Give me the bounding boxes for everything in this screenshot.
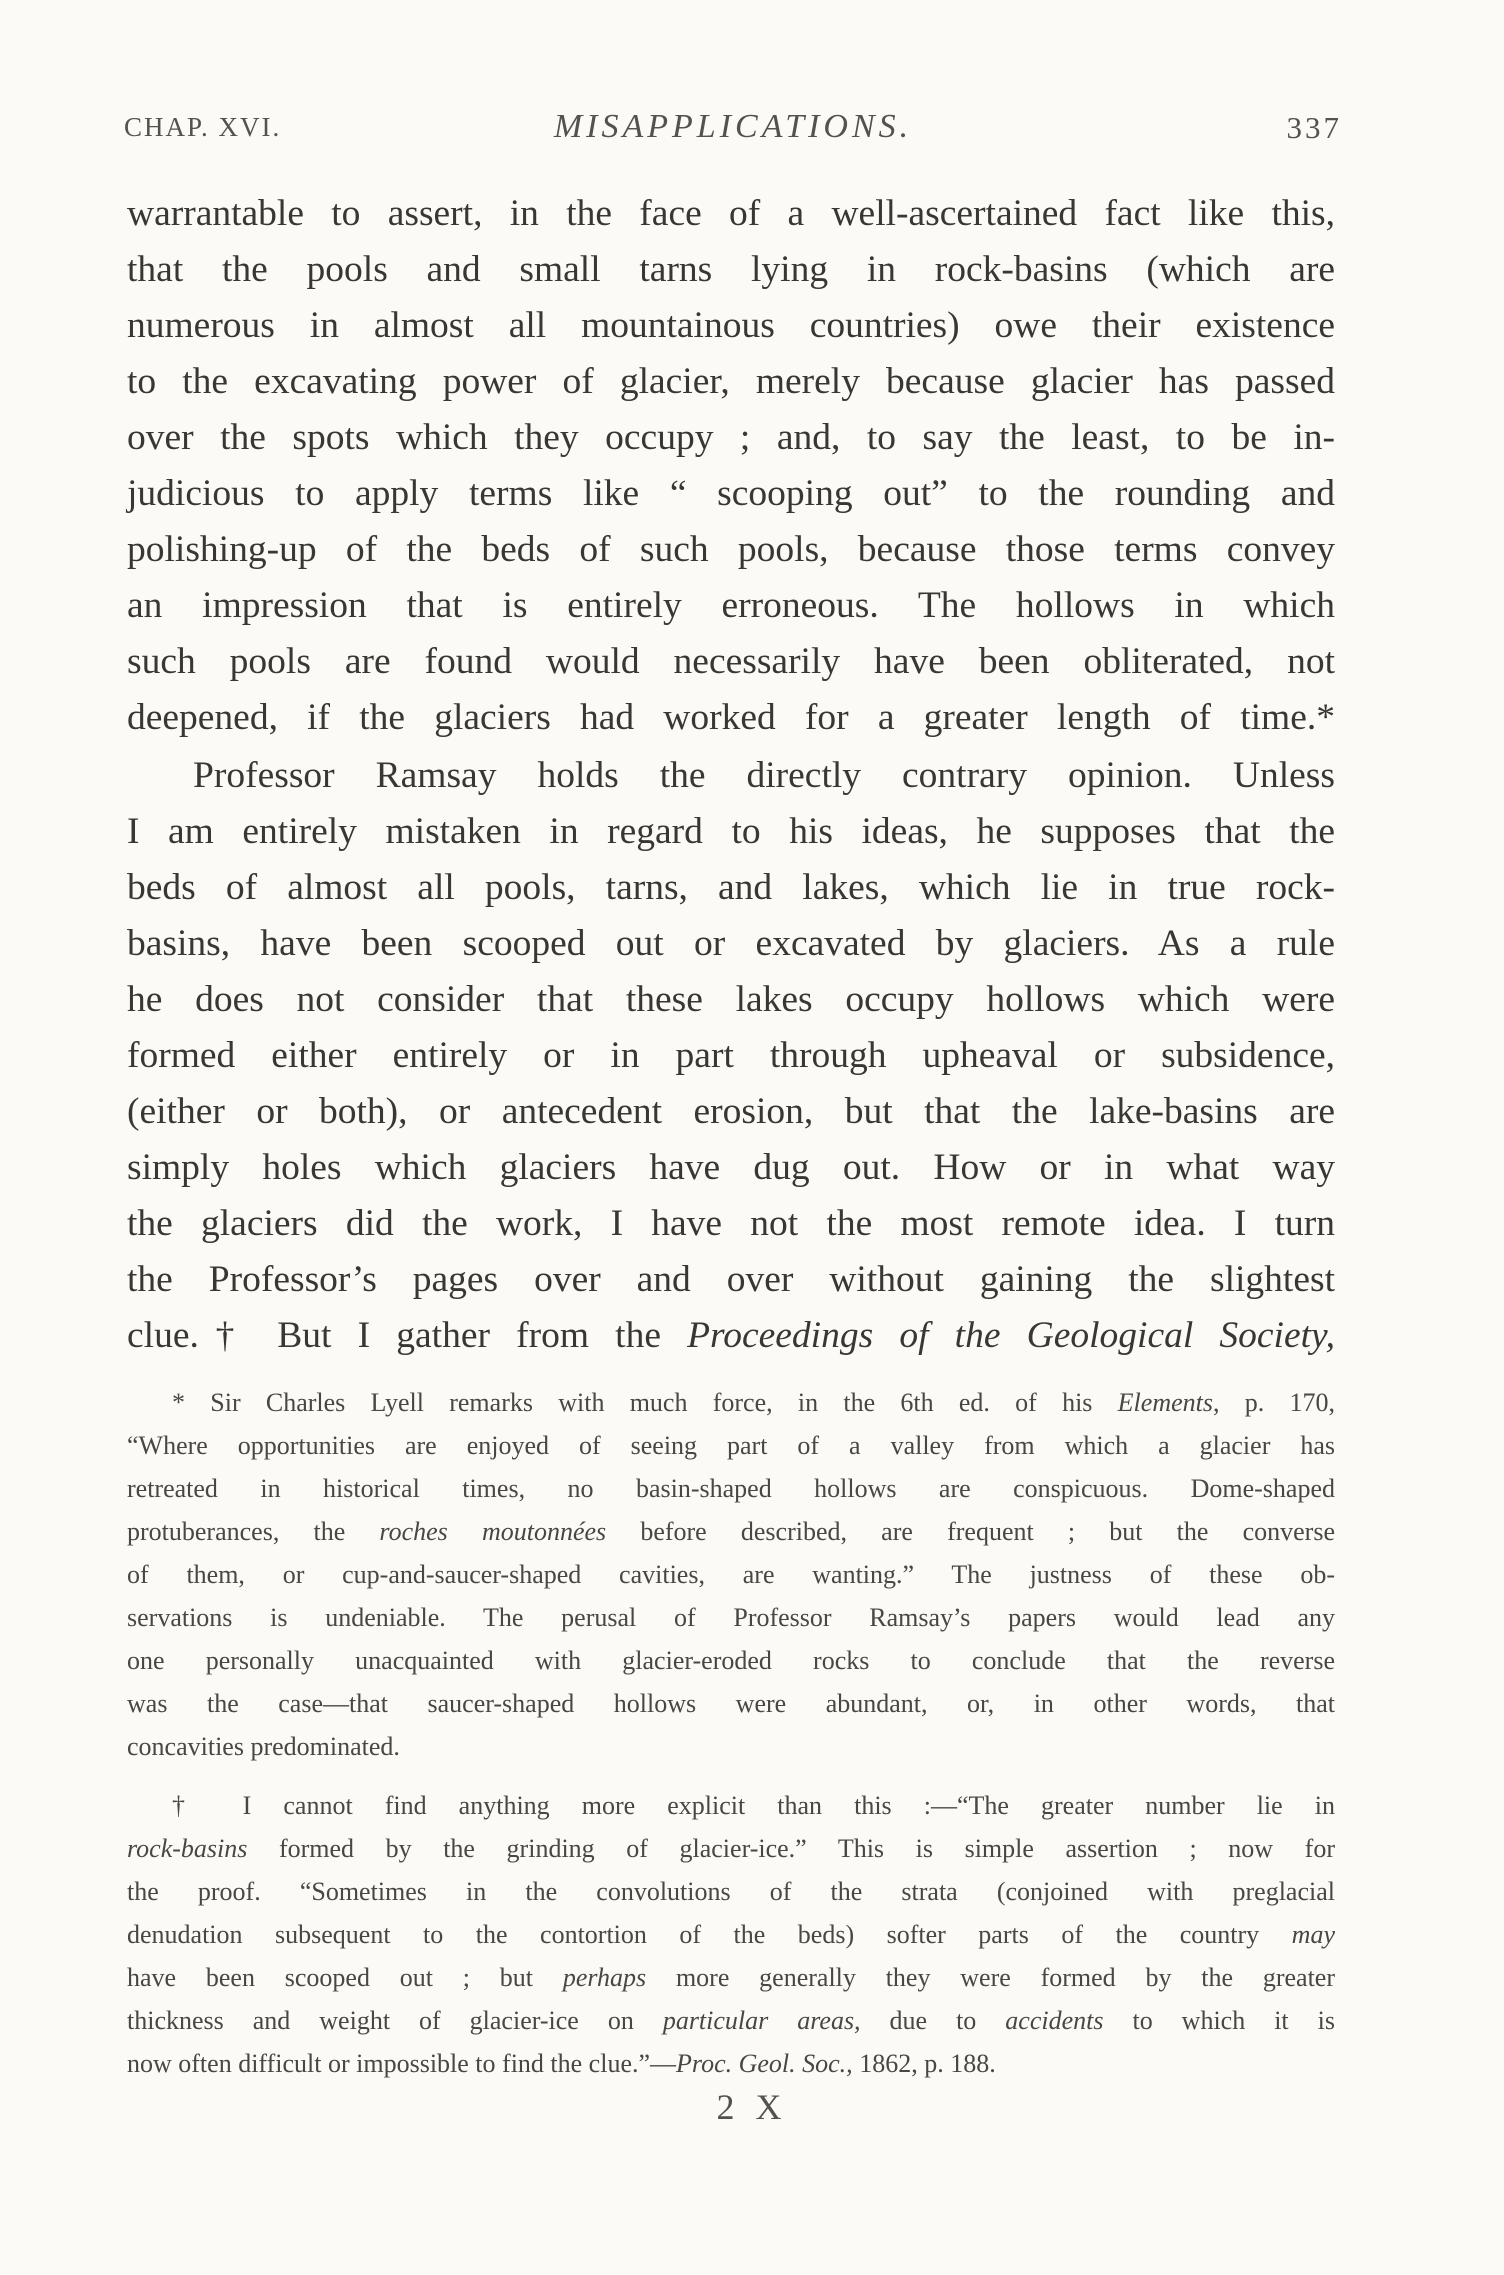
body-line: judicious to apply terms like “ scooping out” to the rounding and bbox=[127, 473, 1335, 514]
footnote-line bbox=[127, 1514, 1335, 1550]
signature-mark: 2 X bbox=[716, 2087, 788, 2127]
body-line: such pools are found would necessarily have been obliterated, not bbox=[127, 641, 1335, 682]
footnote-line: the proof. “Sometimes in the convolutions of the strata (conjoined with preglacial bbox=[127, 1877, 1335, 1906]
footnote-text: denudation subsequent to the contortion of the beds) softer parts of the country bbox=[127, 1920, 1292, 1949]
body-line: I am entirely mistaken in regard to his ideas, he supposes that the bbox=[127, 811, 1335, 852]
body-line: simply holes which glaciers have dug out. How or in what way bbox=[127, 1147, 1335, 1188]
body-line: that the pools and small tarns lying in rock-basins (which are bbox=[127, 249, 1335, 290]
footnote-line bbox=[127, 2003, 1335, 2039]
body-line: the glaciers did the work, I have not the most remote idea. I turn bbox=[127, 1203, 1335, 1244]
body-line: deepened, if the glaciers had worked for a greater length of time.* bbox=[127, 697, 1335, 738]
body-line: beds of almost all pools, tarns, and lakes, which lie in true rock- bbox=[127, 867, 1335, 908]
footnote-line: “Where opportunities are enjoyed of seeing part of a valley from which a glacier has bbox=[127, 1431, 1335, 1460]
body-line: to the excavating power of glacier, merely because glacier has passed bbox=[127, 361, 1335, 402]
body-line: (either or both), or antecedent erosion, but that the lake-basins are bbox=[127, 1091, 1335, 1132]
footnote-line: retreated in historical times, no basin-shaped hollows are conspicuous. Dome-shaped bbox=[127, 1474, 1335, 1503]
emphasis-italic: may bbox=[1291, 1920, 1335, 1949]
journal-title: Proceedings of the Geological Society, bbox=[687, 1315, 1335, 1356]
footnote-text: 1862, p. 188. bbox=[852, 2049, 996, 2078]
term-italic: roches moutonnées bbox=[379, 1517, 607, 1546]
footnote-text: protuberances, the bbox=[127, 1517, 380, 1546]
footnote-line bbox=[127, 1960, 1335, 1996]
body-line: warrantable to assert, in the face of a well-ascertained fact like this, bbox=[127, 193, 1335, 234]
footnote-text: to which it is bbox=[1103, 2006, 1335, 2035]
footnote-line: one personally unacquainted with glacier-eroded rocks to conclude that the reverse bbox=[127, 1646, 1335, 1675]
footnote-line bbox=[127, 1831, 1335, 1867]
footnote-line: servations is undeniable. The perusal of Professor Ramsay’s papers would lead any bbox=[127, 1603, 1335, 1632]
footnote-line: of them, or cup-and-saucer-shaped cavities, are wanting.” The justness of these ob- bbox=[127, 1560, 1335, 1589]
body-line: Professor Ramsay holds the directly contrary opinion. Unless bbox=[193, 755, 1335, 796]
term-italic: rock-basins bbox=[127, 1834, 248, 1863]
footnote-line: † I cannot find anything more explicit than this :—“The greater number lie in bbox=[172, 1791, 1335, 1820]
body-line: numerous in almost all mountainous countries) owe their existence bbox=[127, 305, 1335, 346]
footnote-line bbox=[127, 1917, 1335, 1953]
book-title: Elements bbox=[1117, 1388, 1213, 1417]
body-line bbox=[127, 1308, 1335, 1364]
footnote-text: due to bbox=[860, 2006, 1006, 2035]
footnote-text: thickness and weight of glacier-ice on bbox=[127, 2006, 663, 2035]
page-number: 337 bbox=[1286, 110, 1342, 145]
footnote-text: before described, are frequent ; but the converse bbox=[606, 1517, 1335, 1546]
body-line: basins, have been scooped out or excavated by glaciers. As a rule bbox=[127, 923, 1335, 964]
body-line: he does not consider that these lakes occupy hollows which were bbox=[127, 979, 1335, 1020]
citation-italic: Proc. Geol. Soc., bbox=[676, 2049, 853, 2078]
footnote-text: have been scooped out ; but bbox=[127, 1963, 563, 1992]
body-line: formed either entirely or in part through upheaval or subsidence, bbox=[127, 1035, 1335, 1076]
emphasis-italic: accidents bbox=[1005, 2006, 1104, 2035]
footnote-text: more generally they were formed by the greater bbox=[646, 1963, 1335, 1992]
chapter-label: CHAP. XVI. bbox=[124, 112, 282, 142]
footnote-line bbox=[172, 1385, 1335, 1421]
footnote-text: , p. 170, bbox=[1212, 1388, 1335, 1417]
body-line: over the spots which they occupy ; and, to say the least, to be in- bbox=[127, 417, 1335, 458]
footnote-line bbox=[127, 2046, 1335, 2082]
footnote-text: * Sir Charles Lyell remarks with much force, in the 6th ed. of his bbox=[172, 1388, 1118, 1417]
body-text-span: clue.† But I gather from the bbox=[127, 1315, 688, 1356]
footnote-line: concavities predominated. bbox=[127, 1732, 400, 1761]
body-line: an impression that is entirely erroneous. The hollows in which bbox=[127, 585, 1335, 626]
running-title: MISAPPLICATIONS. bbox=[553, 108, 913, 145]
running-header bbox=[124, 108, 1342, 152]
footnote-text: now often difficult or impossible to find the clue.”— bbox=[127, 2049, 677, 2078]
emphasis-italic: particular areas, bbox=[662, 2006, 861, 2035]
footnote-line: was the case—that saucer-shaped hollows were abundant, or, in other words, that bbox=[127, 1689, 1335, 1718]
body-line: polishing-up of the beds of such pools, because those terms convey bbox=[127, 529, 1335, 570]
body-line: the Professor’s pages over and over without gaining the slightest bbox=[127, 1259, 1335, 1300]
emphasis-italic: perhaps bbox=[562, 1963, 647, 1992]
footnote-text: formed by the grinding of glacier-ice.” This is simple assertion ; now for bbox=[247, 1834, 1335, 1863]
